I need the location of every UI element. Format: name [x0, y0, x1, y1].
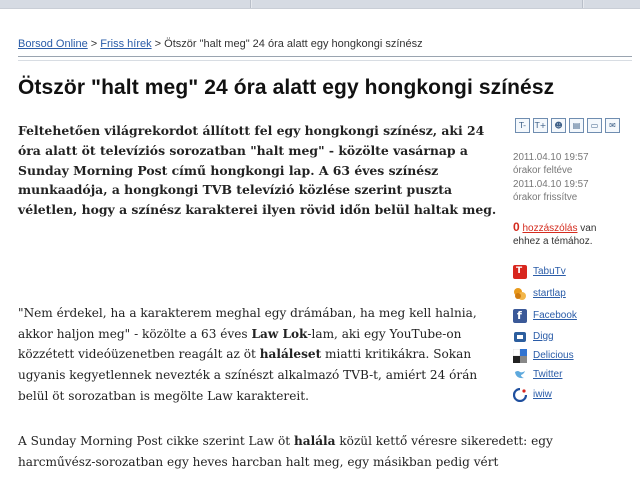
bold-keyword: Law Lok [251, 326, 308, 341]
article-title: Ötször "halt meg" 24 óra alatt egy hongkongi színész [18, 76, 555, 99]
comment-link[interactable]: hozzászólás [522, 223, 578, 234]
twitter-icon [513, 368, 527, 382]
comment-count[interactable]: 0 [513, 220, 520, 234]
share-link-digg[interactable] [513, 329, 623, 345]
email-icon[interactable]: ✉ [605, 118, 620, 133]
share-label: startlap [533, 288, 566, 299]
comment-icon[interactable]: ▭ [587, 118, 602, 133]
share-label: Digg [533, 331, 554, 342]
font-smaller-icon[interactable]: T- [515, 118, 530, 133]
breadcrumb-separator: > [151, 38, 165, 50]
share-label: Facebook [533, 310, 577, 321]
bold-keyword: halála [293, 434, 336, 448]
share-link-delicious[interactable] [513, 348, 623, 364]
article-lead: Feltehetően világrekordot állított fel egy hongkongi színész, aki 24 óra alatt öt televíziós sorozatban "halt meg" - közölte vasárnap a Sunday Morning Post című hongkongi lap. A 63 éves színész munkaadója, a hongkongi TVB televízió közlése szerint puszta véletlen, hogy a színész karakterei ilyen rövid időn belül haltak meg. [18, 123, 497, 218]
paragraph-text: "Nem érdekel, ha a karakterem meghal egy drámában, ha meg kell halnia, akkor haljon meg" - közölte a 63 éves [18, 306, 477, 341]
user-icon[interactable]: ☻ [551, 118, 566, 133]
toolbar-segment [584, 0, 640, 8]
delicious-icon [513, 349, 527, 363]
share-link-startlap[interactable] [513, 286, 623, 302]
comment-info [513, 221, 623, 248]
divider [18, 56, 632, 57]
tabutv-icon: T [513, 265, 527, 279]
iwiw-icon [513, 388, 527, 402]
paragraph-text: miatti kritikákra. Sokan ugyanis kegyetlennek nevezték a színészt alkalmazó TVB-t, amiért 24 órán belül öt sorozatban is megölte Law karaktereit. [18, 347, 478, 403]
created-time: 2011.04.10 19:57 [513, 152, 589, 163]
breadcrumb [18, 38, 423, 50]
share-link-facebook[interactable] [513, 308, 623, 324]
updated-time: 2011.04.10 19:57 [513, 179, 589, 190]
breadcrumb-home-link[interactable]: Borsod Online [18, 38, 88, 50]
breadcrumb-section-link[interactable]: Friss hírek [100, 38, 152, 50]
digg-icon [513, 330, 527, 344]
bold-keyword: haláleset [259, 347, 322, 362]
toolbar-segment [0, 0, 251, 8]
share-label: Twitter [533, 369, 563, 380]
share-link-iwiw[interactable] [513, 387, 623, 403]
article-paragraph [18, 431, 633, 472]
startlap-icon [513, 287, 527, 301]
share-link-tabutv[interactable] [513, 264, 623, 280]
paragraph-text: -lam, aki egy YouTube-on közzétett videóüzenetben reagált az öt [18, 326, 462, 362]
toolbar-segment [252, 0, 583, 8]
paragraph-text: közül kettő véresre sikeredett: egy harcművész-sorozatban egy heves harcban halt meg, egy másikban pedig vért [18, 434, 553, 469]
share-label: TabuTv [533, 266, 566, 277]
font-larger-icon[interactable]: T+ [533, 118, 548, 133]
breadcrumb-current: Ötször "halt meg" 24 óra alatt egy hongkongi színész [164, 38, 423, 50]
browser-toolbar-strip [0, 0, 640, 9]
facebook-icon: f [513, 309, 527, 323]
breadcrumb-separator: > [87, 38, 101, 50]
created-label: órakor feltéve [513, 165, 573, 176]
paragraph-text: A Sunday Morning Post cikke szerint Law öt [18, 434, 294, 448]
article-paragraph [18, 303, 500, 407]
updated-label: órakor frissítve [513, 192, 578, 203]
comment-text: van ehhez a témához. [513, 223, 597, 247]
share-label: iwiw [533, 389, 552, 400]
share-link-twitter[interactable] [513, 367, 623, 383]
share-label: Delicious [533, 350, 574, 361]
divider [18, 60, 632, 61]
print-icon[interactable]: ▤ [569, 118, 584, 133]
